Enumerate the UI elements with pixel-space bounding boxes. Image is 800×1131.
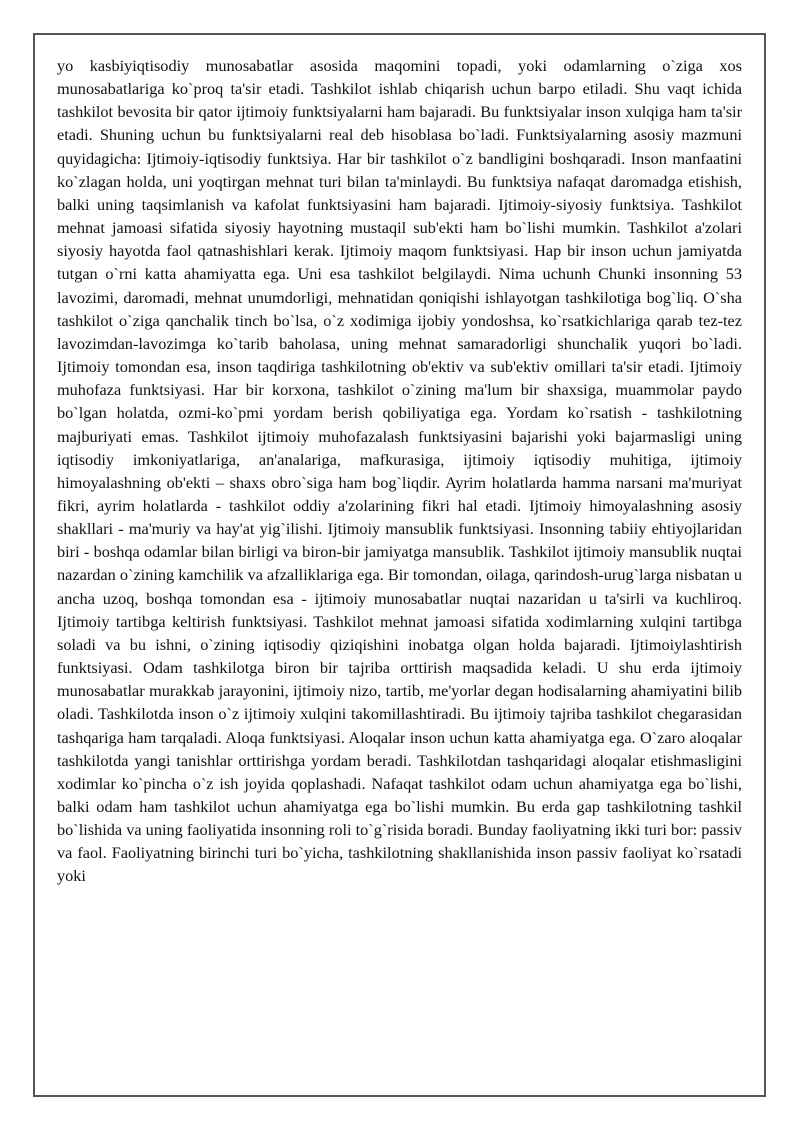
body-paragraph: yo kasbiyiqtisodiy munosabatlar asosida maqomini topadi, yoki odamlarning o`ziga xos munosabatlariga ko`proq ta'sir etadi. Tashkilot ishlab chiqarish uchun barpo etiladi. Shu vaqt ichida tashkilot bevosita bir qator ijtimoiy funktsiyalarni ham bajaradi. Bu funktsiyalar inson xulqiga ham ta'sir etadi. Shuning uchun bu funktsiyalarni real deb hisoblasa bo`ladi. Funktsiyalarning asosiy mazmuni quyidagicha: Ijtimoiy-iqtisodiy funktsiya. Har bir tashkilot o`z bandligini boshqaradi. Inson manfaatini ko`zlagan holda, uni yoqtirgan mehnat turi bilan ta'minlaydi. Bu funktsiya nafaqat daromadga etishish, balki uning taqsimlanish va kafolat funktsiyasini ham bajaradi. Ijtimoiy-siyosiy funktsiya. Tashkilot mehnat jamoasi sifatida siyosiy hayotning mustaqil sub'ekti ham bo`lishi mumkin. Tashkilot a'zolari siyosiy hayotda faol qatnashishlari kerak. Ijtimoiy maqom funktsiyasi. Hap bir inson uchun jamiyatda tutgan o`rni katta ahamiyatta ega. Uni esa tashkilot belgilaydi. Nima uchunh Chunki insonning 53 lavozimi, daromadi, mehnat unumdorligi, mehnatidan qoniqishi ishlayotgan tashkilotiga bog`liq. O`sha tashkilot o`ziga qanchalik tinch bo`lsa, o`z xodimiga ijobiy yondoshsa, ko`rsatkichlariga qarab tez-tez lavozimdan-lavozimga ko`tarib baholasa, uning mehnat samaradorligi shunchalik yuqori bo`ladi. Ijtimoiy tomondan esa, inson taqdiriga tashkilotning ob'ektiv va sub'ektiv omillari ta'sir etadi. Ijtimoiy muhofaza funktsiyasi. Har bir korxona, tashkilot o`zining ma'lum bir shaxsiga, muammolar paydo bo`lgan holatda, ozmi-ko`pmi yordam berish qobiliyatiga ega. Yordam ko`rsatish - tashkilotning majburiyati emas. Tashkilot ijtimoiy muhofazalash funktsiyasini bajarishi yoki bajarmasligi uning iqtisodiy imkoniyatlariga, an'analariga, mafkurasiga, ijtimoiy iqtisodiy muhitiga, ijtimoiy himoyalashning ob'ekti – shaxs obro`siga ham bog`liqdir. Ayrim holatlarda hamma narsani ma'muriyat fikri, ayrim holatlarda - tashkilot oddiy a'zolarining fikri hal etadi. Ijtimoiy himoyalashning asosiy shakllari - ma'muriy va hay'at yig`ilishi. Ijtimoiy mansublik funktsiyasi. Insonning tabiiy ehtiyojlaridan biri - boshqa odamlar bilan birligi va biron-bir jamiyatga mansublik. Tashkilot ijtimoiy mansublik nuqtai nazardan o`zining kamchilik va afzalliklariga ega. Bir tomondan, oilaga, qarindosh-urug`larga nisbatan u ancha uzoq, boshqa tomondan esa - ijtimoiy munosabatlar nuqtai nazaridan u ta'sirli va kuchliroq. Ijtimoiy tartibga keltirish funktsiyasi. Tashkilot mehnat jamoasi sifatida xodimlarning xulqini tartibga soladi va bu ishni, o`zining iqtisodiy qiziqishini inobatga olgan holda bajaradi. Ijtimoiylashtirish funktsiyasi. Odam tashkilotga biron bir tajriba orttirish maqsadida keladi. U shu erda ijtimoiy munosabatlar murakkab jarayonini, ijtimoiy nizo, tartib, me'yorlar degan hodisalarning ahamiyatini bilib oladi. Tashkilotda inson o`z ijtimoiy xulqini takomillashtiradi. Bu ijtimoiy tajriba tashkilot chegarasidan tashqariga ham tarqaladi. Aloqa funktsiyasi. Aloqalar inson uchun katta ahamiyatga ega. O`zaro aloqalar tashkilotda yangi tanishlar orttirishga yordam beradi. Tashkilotdan tashqaridagi aloqalar etishmasligini xodimlar ko`pincha o`z ish joyida qoplashadi. Nafaqat tashkilot odam uchun ahamiyatga ega bo`lishi, balki odam ham tashkilot uchun ahamiyatga ega bo`lishi mumkin. Bu erda gap tashkilotning tashkil bo`lishida va uning faoliyatida insonning roli to`g`risida boradi. Bunday faoliyatning ikki turi bor: passiv va faol. Faoliyatning birinchi turi bo`yicha, tashkilotning shakllanishida inson passiv faoliyat ko`rsatadi yoki [57, 56, 742, 886]
page-frame [33, 33, 766, 1097]
